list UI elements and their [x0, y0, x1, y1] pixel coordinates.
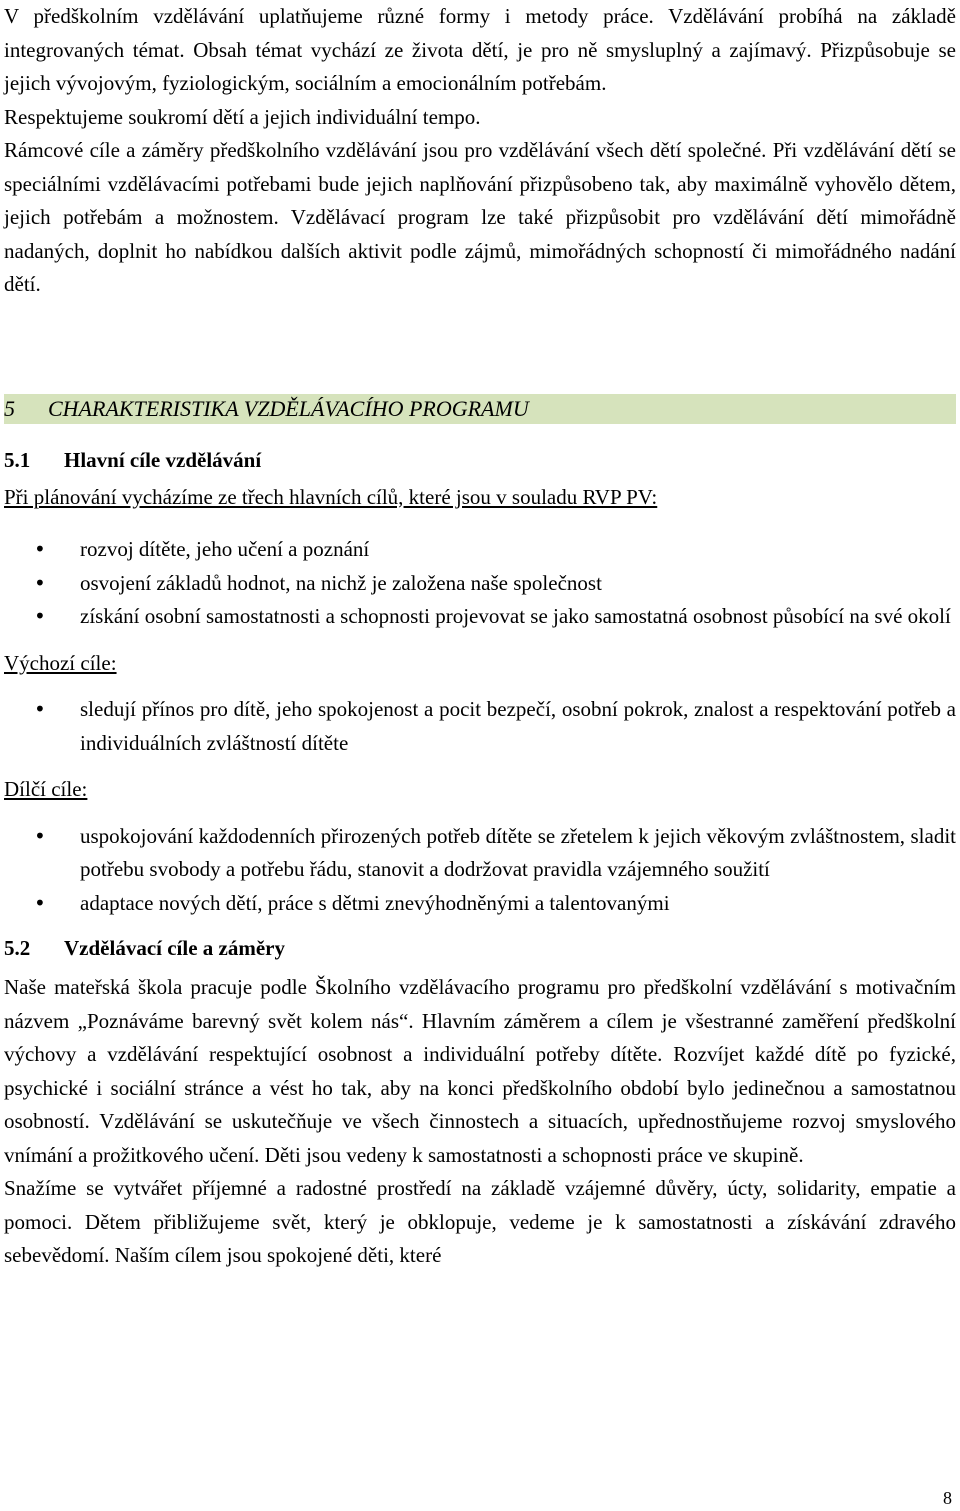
partial-goals-label: Dílčí cíle:: [4, 777, 88, 801]
partial-goals-list: [4, 820, 956, 921]
list-item: • uspokojování každodenních přirozených potřeb dítěte se zřetelem k jejich věkovým zvláštnostem, sladit potřebu svobody a potřebu řádu, stanovit a dodržovat pravidla vzájemného soužití: [4, 820, 956, 887]
section-number: 5.1: [4, 447, 31, 472]
page-number: 8: [943, 1488, 952, 1508]
list-item: • získání osobní samostatnosti a schopnosti projevovat se jako samostatná osobnost působící na své okolí: [4, 600, 956, 634]
initial-goals-list: [4, 693, 956, 760]
goals-lead: Při plánování vycházíme ze třech hlavních cílů, které jsou v souladu RVP PV:: [4, 484, 658, 509]
section-2-paragraph-1: Naše mateřská škola pracuje podle Školního vzdělávacího programu pro předškolní vzdělávání s motivačním názvem „Poznáváme barevný svět kolem nás“. Hlavním záměrem a cílem je všestranné zaměření předškolní výchovy a vzdělávání respektující osobnost a individuální potřeby dítěte. Rozvíjet každé dítě po fyzické, psychické i sociální stránce a vést ho tak, aby na konci předškolního období bylo jedinečnou a samostatnou osobností. Vzdělávání se uskutečňuje ve všech činnostech a situacích, upřednostňujeme rozvoj smyslového vnímání a prožitkového učení. Děti jsou vedeny k samostatnosti a schopnosti práce ve skupině.: [4, 975, 956, 1167]
section-heading-5-2: [4, 932, 956, 965]
list-item: • sledují přínos pro dítě, jeho spokojenost a pocit bezpečí, osobní pokrok, znalost a respektování potřeb a individuálních zvláštností dítěte: [4, 693, 956, 760]
section-title: Vzdělávací cíle a záměry: [64, 936, 285, 960]
main-goals-list: [4, 533, 956, 634]
section-2-paragraph-2: Snažíme se vytvářet příjemné a radostné prostředí na základě vzájemné důvěry, úcty, solidarity, empatie a pomoci. Dětem přibližujeme svět, který je obklopuje, vedeme je k samostatnosti a získávání zdravého sebevědomí. Naším cílem jsou spokojené děti, které: [4, 1176, 956, 1267]
intro-paragraph-3: Rámcové cíle a záměry předškolního vzdělávání jsou pro vzdělávání všech dětí společné. Při vzdělávání dětí se speciálními vzdělávacími potřebami bude jejich naplňování přizpůsobeno tak, aby maximálně vyhovělo dětem, jejich potřebám a možnostem. Vzdělávací program lze také přizpůsobit pro vzdělávání dětí mimořádně nadaných, doplnit ho nabídkou dalších aktivit podle zájmů, mimořádných schopností či mimořádného nadání dětí.: [4, 138, 956, 296]
chapter-number: 5: [4, 395, 15, 421]
spacer: [4, 807, 956, 820]
intro-paragraph-2: Respektujeme soukromí dětí a jejich individuální tempo.: [4, 104, 481, 129]
document-page: [4, 0, 956, 1273]
spacer: [4, 514, 956, 533]
section-heading-5-1: [4, 444, 956, 477]
chapter-title: CHARAKTERISTIKA VZDĚLÁVACÍHO PROGRAMU: [48, 395, 529, 421]
intro-paragraph-1: V předškolním vzdělávání uplatňujeme různé formy i metody práce. Vzdělávání probíhá na základě integrovaných témat. Obsah témat vychází ze života dětí, je pro ně smysluplný a zajímavý. Přizpůsobuje se jejich vývojovým, fyziologickým, sociálním a emocionálním potřebám.: [4, 4, 956, 95]
chapter-heading: [4, 394, 956, 424]
section-number: 5.2: [4, 936, 31, 960]
list-item: • osvojení základů hodnot, na nichž je založena naše společnost: [4, 567, 956, 601]
list-item: • rozvoj dítěte, jeho učení a poznání: [4, 533, 956, 567]
spacer: [4, 680, 956, 693]
initial-goals-label: Výchozí cíle:: [4, 650, 117, 675]
spacer: [4, 302, 956, 394]
list-item: • adaptace nových dětí, práce s dětmi znevýhodněnými a talentovanými: [4, 887, 956, 921]
section-title: Hlavní cíle vzdělávání: [64, 447, 262, 472]
